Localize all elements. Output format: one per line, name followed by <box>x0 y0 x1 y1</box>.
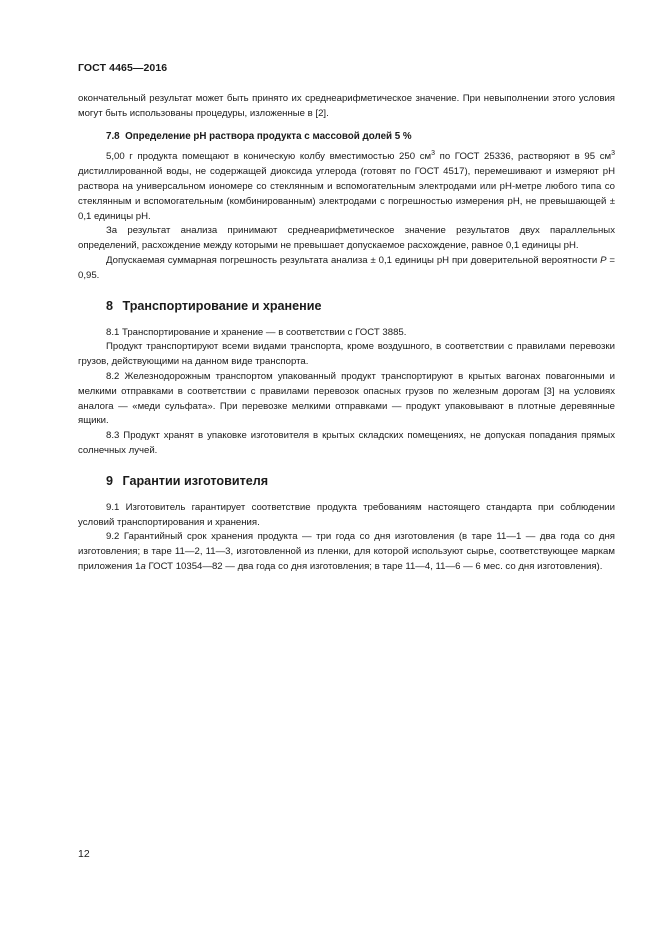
intro-paragraph: окончательный результат может быть принято их среднеарифметическое значение. При невыполнении этого условия могут быть использованы процедуры, изложенные в [2]. <box>78 93 615 119</box>
text-run: Допускаемая суммарная погрешность результата анализа ± 0,1 единицы рН при доверительной вероятности <box>106 254 601 266</box>
section-title-text: Гарантии изготовителя <box>122 473 269 488</box>
section-9-title <box>78 473 615 489</box>
subsection-7-8-title <box>78 130 615 145</box>
section-8-paragraph-3: 8.2 Железнодорожным транспортом упакованный продукт транспортируют в крытых вагонах повагонными и мелкими отправками в соответствии с правилами перевозок опасных грузов по железным дорогам [3] на условиях аналога — «меди сульфата». При перевозке мелкими отправками — продукт упаковывают в плотные деревянные ящики. <box>78 370 615 427</box>
section-8-title <box>78 298 615 314</box>
italic-letter: а <box>140 560 146 572</box>
subsection-title-text: Определение рН раствора продукта с массовой долей 5 % <box>125 130 412 142</box>
section-8-paragraph-1: 8.1 Транспортирование и хранение — в соответствии с ГОСТ 3885. <box>106 326 407 338</box>
section-8-paragraph-4: 8.3 Продукт хранят в упаковке изготовителя в крытых складских помещениях, не допуская попадания прямых солнечных лучей. <box>78 430 615 456</box>
text-run: 5,00 г продукта помещают в коническую колбу вместимостью 250 см <box>106 151 432 163</box>
variable-p: P <box>600 254 607 266</box>
subsection-number: 7.8 <box>106 130 120 142</box>
section-title-text: Транспортирование и хранение <box>122 298 322 313</box>
subsection-7-8-paragraph-3 <box>78 254 615 284</box>
text-run: по ГОСТ 25336, растворяют в 95 см <box>435 151 612 163</box>
superscript: 3 <box>431 150 435 158</box>
page-content <box>78 92 615 575</box>
text-run: 9.2 Гарантийный срок хранения продукта — три года со дня изготовления (в таре 11—1 — два года со дня изготовления; в таре 11—2, 11—3, изготовленной из пленки, для которой используют сырье, соответствующее маркам приложения 1 <box>78 531 615 572</box>
standard-header: ГОСТ 4465—2016 <box>78 62 168 74</box>
text-run: дистиллированной воды, не содержащей диоксида углерода (готовят по ГОСТ 4517), перемешивают и измеряют рН раствора на универсальном иономере со стеклянным и вспомогательным электродами или рН-метре любого типа со стеклянным и вспомогательным (комбинированным) электродами с погрешностью измерения рН, не превышающей ± 0,1 единицы рН. <box>78 166 615 222</box>
subsection-7-8-paragraph-2: За результат анализа принимают среднеарифметическое значение результатов двух параллельных определений, расхождение между которыми не превышает допускаемое расхождение, равное 0,1 единицы рН. <box>78 225 615 252</box>
text-run: = 0,95. <box>78 254 615 281</box>
section-9-paragraph-1: 9.1 Изготовитель гарантирует соответствие продукта требованиям настоящего стандарта при соблюдении условий транспортирования и хранения. <box>78 501 615 528</box>
subsection-7-8-paragraph-1 <box>78 150 615 224</box>
section-8-paragraph-2: Продукт транспортируют всеми видами транспорта, кроме воздушного, в соответствии с правилами перевозки грузов, действующими на данном виде транспорта. <box>78 341 615 368</box>
section-number: 8 <box>106 298 114 313</box>
text-run: ГОСТ 10354—82 — два года со дня изготовления; в таре 11—4, 11—6 — 6 мес. со дня изготовления). <box>145 560 603 572</box>
superscript: 3 <box>611 150 615 158</box>
section-9-paragraph-2 <box>78 530 615 574</box>
page-number: 12 <box>78 848 90 860</box>
section-number: 9 <box>106 473 114 488</box>
